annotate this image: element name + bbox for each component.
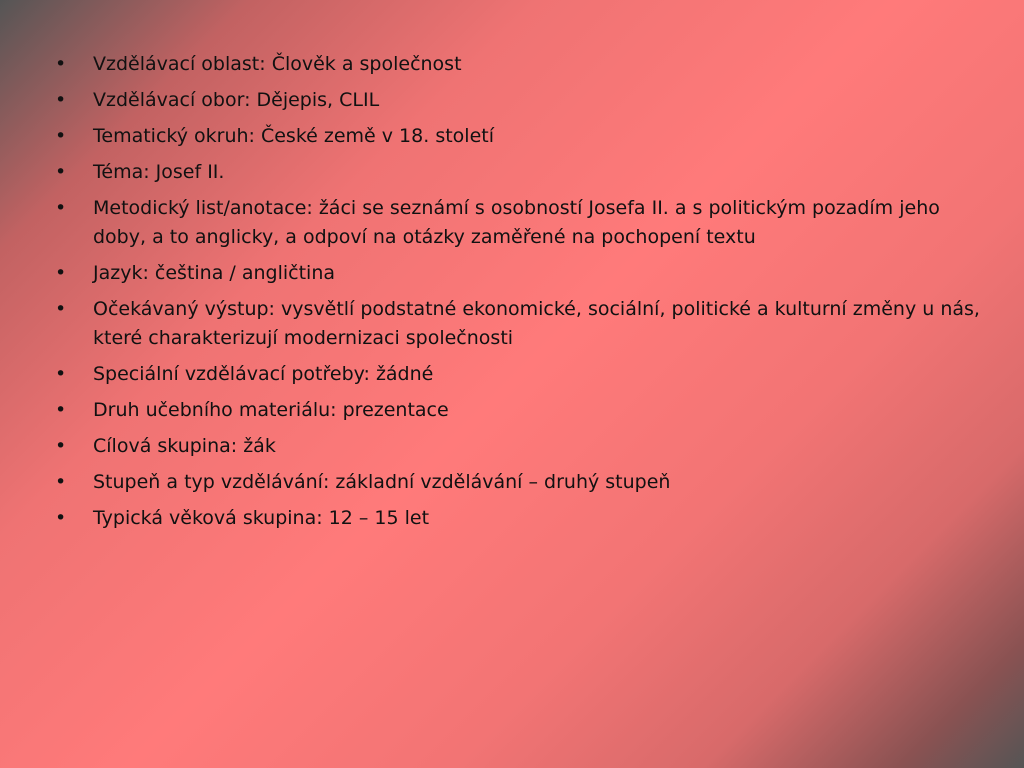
list-item [55,295,980,353]
list-item [55,86,980,115]
list-item [55,504,980,533]
bullet-icon: • [55,53,67,75]
list-item [55,259,980,288]
list-item-text: Metodický list/anotace: žáci se seznámí s osobností Josefa II. a s politickým pozadím jeho doby, a to anglicky, a odpoví na otázky zaměřené na pochopení textu [93,197,940,248]
list-item [55,194,980,252]
list-item [55,432,980,461]
list-item-text: Druh učebního materiálu: prezentace [93,399,449,421]
bullet-icon: • [55,161,67,183]
list-item-text: Vzdělávací obor: Dějepis, CLIL [93,89,380,111]
list-item-text: Typická věková skupina: 12 – 15 let [93,507,430,529]
list-item [55,158,980,187]
bullet-icon: • [55,507,67,529]
bullet-icon: • [55,298,67,320]
list-item-text: Cílová skupina: žák [93,435,276,457]
bullet-icon: • [55,471,67,493]
list-item [55,122,980,151]
metadata-bullet-list [55,50,980,540]
bullet-icon: • [55,262,67,284]
bullet-icon: • [55,89,67,111]
bullet-icon: • [55,125,67,147]
list-item [55,50,980,79]
list-item-text: Stupeň a typ vzdělávání: základní vzdělávání – druhý stupeň [93,471,671,493]
list-item-text: Vzdělávací oblast: Člověk a společnost [93,53,462,75]
list-item-text: Jazyk: čeština / angličtina [93,262,335,284]
bullet-icon: • [55,363,67,385]
list-item [55,396,980,425]
bullet-icon: • [55,197,67,219]
list-item-text: Očekávaný výstup: vysvětlí podstatné ekonomické, sociální, politické a kulturní změny u nás, které charakterizují modernizaci společnosti [93,298,980,349]
list-item-text: Speciální vzdělávací potřeby: žádné [93,363,434,385]
list-item-text: Téma: Josef II. [93,161,225,183]
list-item [55,360,980,389]
bullet-icon: • [55,435,67,457]
bullet-icon: • [55,399,67,421]
list-item [55,468,980,497]
list-item-text: Tematický okruh: České země v 18. století [93,125,494,147]
